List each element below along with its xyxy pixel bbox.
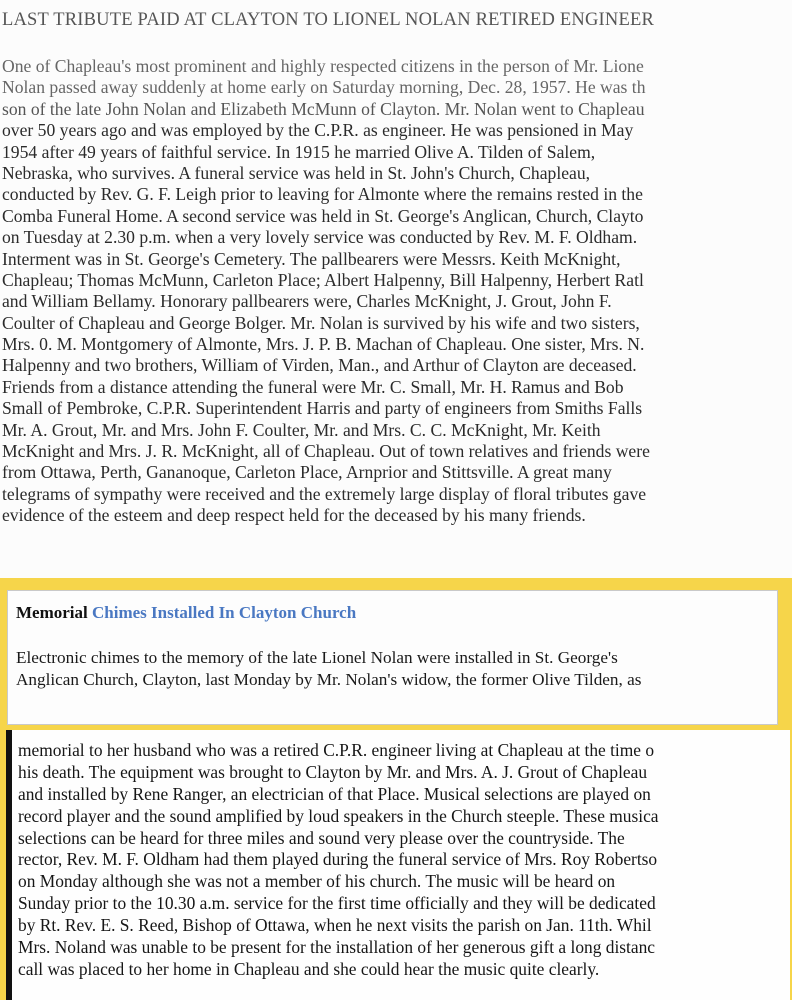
text-line: rector, Rev. M. F. Oldham had them played during the funeral service of Mrs. Roy Robertso (18, 849, 658, 870)
text-line: Mr. A. Grout, Mr. and Mrs. John F. Coulter, Mr. and Mrs. C. C. McKnight, Mr. Keith (2, 419, 601, 440)
text-line: on Monday although she was not a member of his church. The music will be heard on (18, 871, 616, 892)
text-line: Coulter of Chapleau and George Bolger. Mr. Nolan is survived by his wife and two sisters, (2, 312, 640, 333)
text-line: call was placed to her home in Chapleau and she could hear the music quite clearly. (18, 958, 600, 979)
memorial-continuation-body (18, 740, 790, 981)
text-line: telegrams of sympathy were received and the extremely large display of floral tributes gave (2, 483, 647, 504)
text-line: Mrs. Noland was unable to be present for the installation of her generous gift a long distanc (18, 937, 656, 958)
memorial-heading (16, 603, 356, 623)
text-line: his death. The equipment was brought to Clayton by Mr. and Mrs. A. J. Grout of Chapleau (18, 761, 648, 782)
text-line: record player and the sound amplified by loud speakers in the Church steeple. These musica (18, 805, 659, 826)
text-line: son of the late John Nolan and Elizabeth McMunn of Clayton. Mr. Nolan went to Chapleau (2, 98, 645, 119)
text-line: Interment was in St. George's Cemetery. The pallbearers were Messrs. Keith McKnight, (2, 248, 621, 269)
memorial-continuation-clipping (6, 730, 790, 1000)
text-line: Nolan passed away suddenly at home early on Saturday morning, Dec. 28, 1957. He was th (2, 77, 646, 98)
clipping-edge-bar (6, 730, 12, 1000)
text-line: Mrs. 0. M. Montgomery of Almonte, Mrs. J. P. B. Machan of Chapleau. One sister, Mrs. N. (2, 334, 645, 355)
text-line: and installed by Rene Ranger, an electrician of that Place. Musical selections are played on (18, 783, 651, 804)
memorial-chimes-clipping (7, 590, 778, 725)
text-line: Comba Funeral Home. A second service was held in St. George's Anglican, Church, Clayto (2, 205, 644, 226)
text-line: Anglican Church, Clayton, last Monday by Mr. Nolan's widow, the former Olive Tilden, as (16, 670, 642, 689)
text-line: Nebraska, who survives. A funeral service was held in St. John's Church, Chapleau, (2, 162, 591, 183)
text-line: Small of Pembroke, C.P.R. Superintendent Harris and party of engineers from Smiths Falls (2, 398, 643, 419)
heading-chimes-title: Chimes Installed In Clayton Church (92, 603, 357, 622)
text-line: One of Chapleau's most prominent and highly respected citizens in the person of Mr. Lione (2, 56, 644, 76)
text-line: conducted by Rev. G. F. Leigh prior to leaving for Almonte where the remains rested in the (2, 184, 643, 205)
heading-word-memorial: Memorial (16, 603, 88, 622)
text-line: on Tuesday at 2.30 p.m. when a very lovely service was conducted by Rev. M. F. Oldham. (2, 227, 638, 248)
text-line: over 50 years ago and was employed by the C.P.R. as engineer. He was pensioned in May (2, 120, 634, 141)
text-line: Friends from a distance attending the funeral were Mr. C. Small, Mr. H. Ramus and Bob (2, 376, 624, 397)
text-line: Electronic chimes to the memory of the late Lionel Nolan were installed in St. George's (16, 648, 618, 667)
text-line: Sunday prior to the 10.30 a.m. service for the first time officially and they will be dedicated (18, 893, 656, 914)
text-line: evidence of the esteem and deep respect held for the deceased by his many friends. (2, 505, 586, 526)
text-line: memorial to her husband who was a retired C.P.R. engineer living at Chapleau at the time o (18, 740, 655, 760)
text-line: McKnight and Mrs. J. R. McKnight, all of Chapleau. Out of town relatives and friends were (2, 441, 650, 462)
text-line: Halpenny and two brothers, William of Virden, Man., and Arthur of Clayton are deceased. (2, 355, 637, 376)
obituary-body (2, 56, 792, 527)
memorial-intro (16, 647, 776, 691)
text-line: by Rt. Rev. E. S. Reed, Bishop of Ottawa, when he next visits the parish on Jan. 11th. Whil (18, 915, 652, 936)
obituary-headline: LAST TRIBUTE PAID AT CLAYTON TO LIONEL NOLAN RETIRED ENGINEER (2, 10, 654, 30)
text-line: Chapleau; Thomas McMunn, Carleton Place; Albert Halpenny, Bill Halpenny, Herbert Ratl (2, 269, 644, 290)
text-line: from Ottawa, Perth, Gananoque, Carleton Place, Arnprior and Stittsville. A great many (2, 462, 612, 483)
text-line: selections can be heard for three miles and sound very please over the countryside. The (18, 827, 625, 848)
text-line: and William Bellamy. Honorary pallbearers were, Charles McKnight, J. Grout, John F. (2, 291, 612, 312)
text-line: 1954 after 49 years of faithful service. In 1915 he married Olive A. Tilden of Salem, (2, 141, 596, 162)
